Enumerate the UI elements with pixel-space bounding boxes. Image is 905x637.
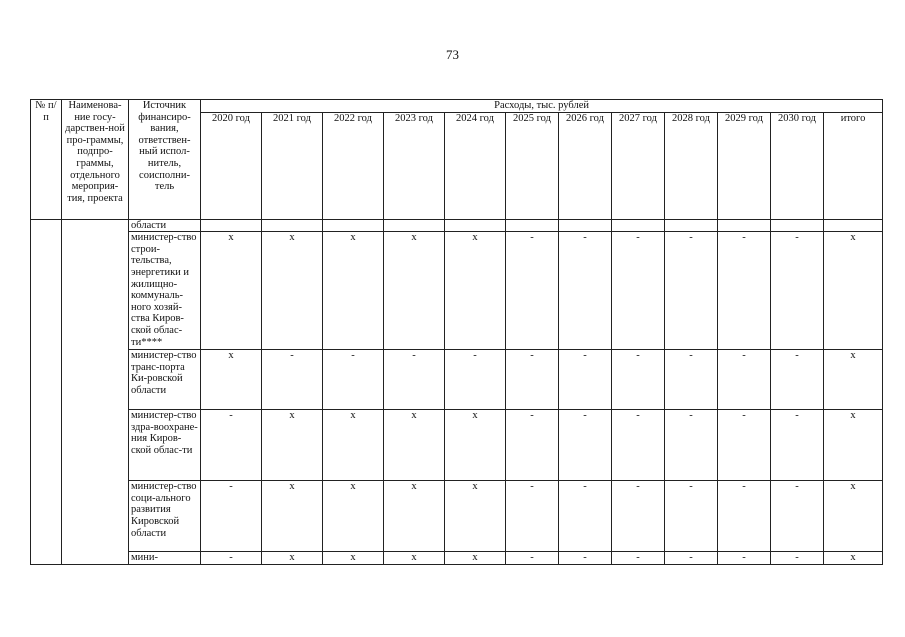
value-cell	[559, 219, 612, 232]
value-cell: -	[771, 552, 824, 565]
value-cell	[824, 219, 883, 232]
value-cell: -	[262, 350, 323, 410]
value-cell	[323, 219, 384, 232]
value-cell	[384, 219, 445, 232]
value-cell: x	[323, 552, 384, 565]
value-cell	[262, 219, 323, 232]
source-cell: министер-ство здра-воохране-ния Киров-ской облас-ти	[129, 410, 201, 481]
value-cell: -	[445, 350, 506, 410]
header-year: 2023 год	[384, 112, 445, 219]
header-year: 2021 год	[262, 112, 323, 219]
header-name: Наименова-ние госу-дарствен-ной про-граммы, подпро-граммы, отдельного мероприя-тия, проекта	[62, 100, 129, 220]
source-cell: области	[129, 219, 201, 232]
value-cell: x	[445, 232, 506, 350]
value-cell	[506, 219, 559, 232]
value-cell: -	[771, 232, 824, 350]
value-cell: -	[771, 481, 824, 552]
header-year: 2026 год	[559, 112, 612, 219]
table-row	[31, 232, 883, 350]
value-cell	[612, 219, 665, 232]
table-row	[31, 219, 883, 232]
header-year: 2027 год	[612, 112, 665, 219]
value-cell: -	[665, 481, 718, 552]
value-cell: -	[559, 350, 612, 410]
value-cell: -	[506, 481, 559, 552]
value-cell: -	[665, 410, 718, 481]
value-cell: x	[323, 410, 384, 481]
value-cell: x	[824, 350, 883, 410]
value-cell: x	[262, 232, 323, 350]
value-cell: -	[665, 552, 718, 565]
value-cell: -	[201, 481, 262, 552]
value-cell: x	[384, 481, 445, 552]
value-cell: x	[824, 552, 883, 565]
value-cell: x	[384, 232, 445, 350]
value-cell: -	[559, 232, 612, 350]
value-cell	[665, 219, 718, 232]
value-cell: -	[506, 350, 559, 410]
page-number: 73	[446, 47, 459, 62]
value-cell: x	[824, 410, 883, 481]
value-cell	[201, 219, 262, 232]
value-cell: x	[201, 232, 262, 350]
value-cell: -	[384, 350, 445, 410]
value-cell: x	[262, 481, 323, 552]
value-cell: x	[384, 552, 445, 565]
value-cell: -	[201, 552, 262, 565]
header-expenses: Расходы, тыс. рублей	[201, 100, 883, 113]
value-cell: -	[612, 481, 665, 552]
value-cell	[771, 219, 824, 232]
value-cell: x	[262, 410, 323, 481]
source-cell: министер-ство соци-ального развития Кировской области	[129, 481, 201, 552]
name-cell	[62, 219, 129, 564]
value-cell: x	[445, 481, 506, 552]
value-cell: -	[665, 232, 718, 350]
value-cell: x	[201, 350, 262, 410]
value-cell: x	[323, 481, 384, 552]
value-cell: -	[718, 410, 771, 481]
value-cell: -	[718, 552, 771, 565]
value-cell: x	[824, 232, 883, 350]
header-year: 2029 год	[718, 112, 771, 219]
value-cell: -	[323, 350, 384, 410]
header-year: 2030 год	[771, 112, 824, 219]
value-cell: -	[718, 481, 771, 552]
value-cell: -	[665, 350, 718, 410]
table-row	[31, 552, 883, 565]
value-cell: -	[612, 232, 665, 350]
value-cell: -	[612, 410, 665, 481]
table-row	[31, 350, 883, 410]
value-cell: -	[612, 350, 665, 410]
value-cell: x	[824, 481, 883, 552]
value-cell: -	[559, 410, 612, 481]
value-cell: -	[718, 232, 771, 350]
header-num: № п/п	[31, 100, 62, 220]
expenses-table	[30, 99, 883, 565]
source-cell: министер-ство строи-тельства, энергетики и жилищно-коммуналь-ного хозяй-ства Киров-ской облас-ти****	[129, 232, 201, 350]
value-cell	[445, 219, 506, 232]
num-cell	[31, 219, 62, 564]
value-cell: -	[506, 552, 559, 565]
value-cell: -	[771, 350, 824, 410]
header-year: 2025 год	[506, 112, 559, 219]
value-cell: -	[771, 410, 824, 481]
value-cell: x	[262, 552, 323, 565]
source-cell: министер-ство транс-порта Ки-ровской области	[129, 350, 201, 410]
value-cell: -	[718, 350, 771, 410]
value-cell: -	[506, 232, 559, 350]
value-cell: x	[384, 410, 445, 481]
header-year: 2028 год	[665, 112, 718, 219]
header-year: 2022 год	[323, 112, 384, 219]
value-cell: x	[445, 410, 506, 481]
header-year: 2024 год	[445, 112, 506, 219]
table-row	[31, 410, 883, 481]
value-cell: -	[506, 410, 559, 481]
value-cell: x	[445, 552, 506, 565]
value-cell: -	[201, 410, 262, 481]
header-year: 2020 год	[201, 112, 262, 219]
value-cell: -	[612, 552, 665, 565]
value-cell: -	[559, 481, 612, 552]
header-total: итого	[824, 112, 883, 219]
header-source: Источник финансиро-вания, ответствен-ный испол-нитель, соисполни-тель	[129, 100, 201, 220]
source-cell: мини-	[129, 552, 201, 565]
table-row	[31, 481, 883, 552]
value-cell	[718, 219, 771, 232]
value-cell: -	[559, 552, 612, 565]
value-cell: x	[323, 232, 384, 350]
